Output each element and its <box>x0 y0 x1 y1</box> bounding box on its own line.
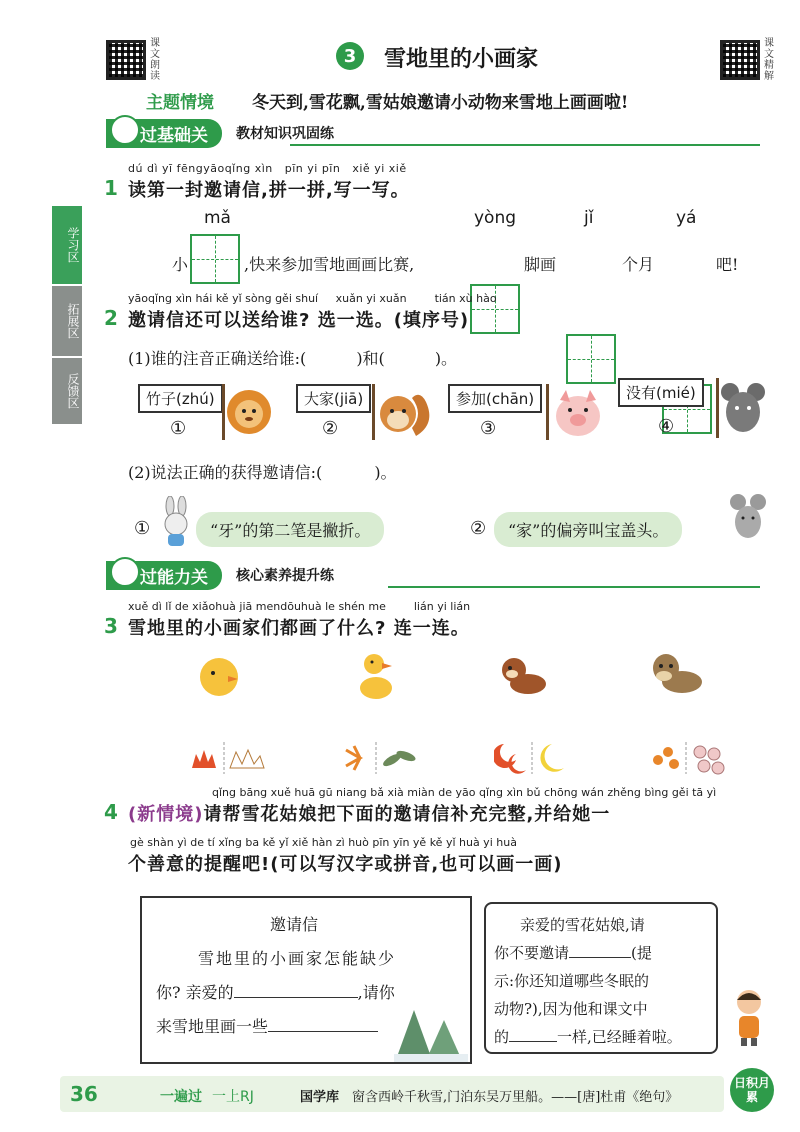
q2-sub1: (1)谁的注音正确送给谁:( )和( )。 <box>128 349 458 368</box>
q1-writing-box-1[interactable] <box>190 234 240 284</box>
q1-text: 读第一封邀请信,拼一拼,写一写。 <box>128 180 410 201</box>
reminder-line-3: 示:你还知道哪些冬眠的 <box>494 972 650 990</box>
lion-icon <box>226 386 272 440</box>
letter-title: 邀请信 <box>270 915 319 934</box>
q1-blank-pinyin-4: yá <box>676 208 697 228</box>
letter-line-1: 雪地里的小画家怎能缺少 <box>198 949 397 968</box>
footer-section: 国学库 <box>300 1090 340 1105</box>
sign-number-2: ② <box>322 418 339 439</box>
section-basic-tag: 过基础关 <box>106 119 222 148</box>
page-title: 雪地里的小画家 <box>384 47 539 72</box>
option-bubble-2: “家”的偏旁叫宝盖头。 <box>494 512 682 547</box>
sign-3: 参加(chān) <box>448 384 542 413</box>
q3-text: 雪地里的小画家们都画了什么? 连一连。 <box>128 618 470 639</box>
sign-number-3: ③ <box>480 418 497 439</box>
footer-quote: 窗含西岭千秋雪,门泊东吴万里船。——[唐]杜甫《绝句》 <box>352 1090 679 1105</box>
q1-writing-box-3[interactable] <box>566 334 616 384</box>
theme-label: 主题情境 <box>146 93 214 113</box>
q1-sentence-part-5: 吧! <box>716 255 739 274</box>
sidebar-tab-feedback[interactable]: 反馈区 <box>52 358 82 424</box>
crescent-moon-footprint-icon[interactable] <box>494 740 574 776</box>
qr-right-label: 课文精解 <box>764 38 774 82</box>
maple-leaf-footprint-icon[interactable] <box>186 740 266 776</box>
q4-new-scenario-tag: (新情境) <box>128 804 204 825</box>
sign-1: 竹子(zhú) <box>138 384 223 413</box>
chick-icon[interactable] <box>196 652 242 698</box>
qr-code-right <box>720 40 760 80</box>
mouse-small-icon <box>728 492 768 548</box>
sign-pole-4 <box>716 378 719 438</box>
letter-line-2: 你? 亲爱的 ,请你 <box>156 983 395 1002</box>
sign-number-4: ④ <box>658 416 675 437</box>
reminder-blank-compare[interactable] <box>509 1041 557 1042</box>
q2-number: 2 <box>104 306 118 330</box>
invitation-letter-box <box>140 896 472 1064</box>
pig-icon <box>552 386 604 440</box>
q1-pinyin: dú dì yī fēngyāoqǐng xìn pīn yi pīn xiě yi xiě <box>128 162 407 175</box>
letter-blank-drawing[interactable] <box>268 1031 378 1032</box>
page-number: 36 <box>70 1082 98 1106</box>
theme-text: 冬天到,雪花飘,雪姑娘邀请小动物来雪地上画画啦! <box>252 93 629 113</box>
daily-accumulation-badge[interactable]: 日积月累 <box>730 1068 774 1112</box>
q4-pinyin-line-1: qǐng bāng xuě huā gū niang bǎ xià miàn de yāo qǐng xìn bǔ chōng wán zhěng bìng gěi tā yì <box>212 786 717 799</box>
q3-pinyin: xuě dì lǐ de xiǎohuà jiā mendōuhuà le shén me lián yi lián <box>128 600 471 613</box>
mouse-icon <box>720 380 766 440</box>
section-ability <box>106 562 334 588</box>
section-basic-line <box>290 144 760 146</box>
qr-left-label: 课文朗读 <box>150 38 160 82</box>
option-number-2: ② <box>470 518 487 539</box>
duck-icon[interactable] <box>354 650 396 702</box>
sidebar-tab-expand[interactable]: 拓展区 <box>52 286 82 356</box>
section-ability-line <box>388 586 760 588</box>
section-basic-subtitle: 教材知识巩固练 <box>236 126 334 142</box>
q3-number: 3 <box>104 614 118 638</box>
q2-text: 邀请信还可以送给谁? 选一选。(填序号) <box>128 310 470 331</box>
option-bubble-1: “牙”的第二笔是撇折。 <box>196 512 384 547</box>
footer-brand: 一遍过 <box>160 1089 202 1105</box>
q1-sentence-part-2: ,快来参加雪地画画比赛, <box>244 255 415 274</box>
bamboo-leaf-footprint-icon[interactable] <box>340 740 420 776</box>
squirrel-icon <box>376 384 436 440</box>
footer-edition: 一上RJ <box>212 1089 254 1105</box>
sign-2: 大家(jiā) <box>296 384 371 413</box>
q4-text-line-2: 个善意的提醒吧!(可以写汉字或拼音,也可以画一画) <box>128 854 563 875</box>
qr-code-left <box>106 40 146 80</box>
q1-sentence-part-3: 脚画 <box>524 255 557 274</box>
rabbit-icon <box>158 496 194 548</box>
sign-number-1: ① <box>170 418 187 439</box>
horse-icon[interactable] <box>648 648 706 698</box>
q4-text-line-1: (新情境)请帮雪花姑娘把下面的邀请信补充完整,并给她一 <box>128 804 611 825</box>
sidebar-tabs <box>52 206 86 424</box>
option-number-1: ① <box>134 518 151 539</box>
q4-pinyin-line-2: gè shàn yì de tí xǐng ba kě yǐ xiě hàn zì huò pīn yīn yě kě yǐ huà yi huà <box>130 836 517 849</box>
snowy-trees-icon <box>394 1006 468 1062</box>
section-ability-subtitle: 核心素养提升练 <box>236 568 334 584</box>
reminder-line-5: 的 一样,已经睡着啦。 <box>494 1028 682 1046</box>
reminder-line-4: 动物?),因为他和课文中 <box>494 1000 648 1018</box>
sign-pole-3 <box>546 384 549 440</box>
reminder-blank-animal[interactable] <box>569 957 631 958</box>
dog-icon[interactable] <box>498 652 550 698</box>
q1-sentence-part-4: 个月 <box>622 255 655 274</box>
q1-sentence-part-1: 小 <box>172 255 189 274</box>
section-ability-tag: 过能力关 <box>106 561 222 590</box>
reminder-box <box>484 902 718 1054</box>
sign-pole-1 <box>222 384 225 440</box>
q4-number: 4 <box>104 800 118 824</box>
reminder-line-2: 你不要邀请 (提 <box>494 944 652 962</box>
q1-blank-pinyin-3: jǐ <box>584 208 594 228</box>
q1-blank-pinyin-2: yòng <box>474 208 517 228</box>
lesson-number-badge: 3 <box>336 42 364 70</box>
q1-blank-pinyin-1: mǎ <box>204 208 231 228</box>
reminder-line-1: 亲爱的雪花姑娘,请 <box>520 916 645 934</box>
q2-pinyin: yāoqǐng xìn hái kě yǐ sòng gěi shuí xuǎn yi xuǎn tián xù hào <box>128 292 497 305</box>
plum-blossom-footprint-icon[interactable] <box>648 740 728 776</box>
q2-sub2: (2)说法正确的获得邀请信:( )。 <box>128 463 397 482</box>
child-character-icon <box>732 988 766 1046</box>
sign-pole-2 <box>372 384 375 440</box>
letter-line-3: 来雪地里画一些 <box>156 1014 378 1037</box>
section-basic <box>106 120 334 146</box>
sign-4: 没有(mié) <box>618 378 704 407</box>
q1-number: 1 <box>104 176 118 200</box>
letter-blank-name[interactable] <box>234 997 358 998</box>
sidebar-tab-study[interactable]: 学习区 <box>52 206 82 284</box>
